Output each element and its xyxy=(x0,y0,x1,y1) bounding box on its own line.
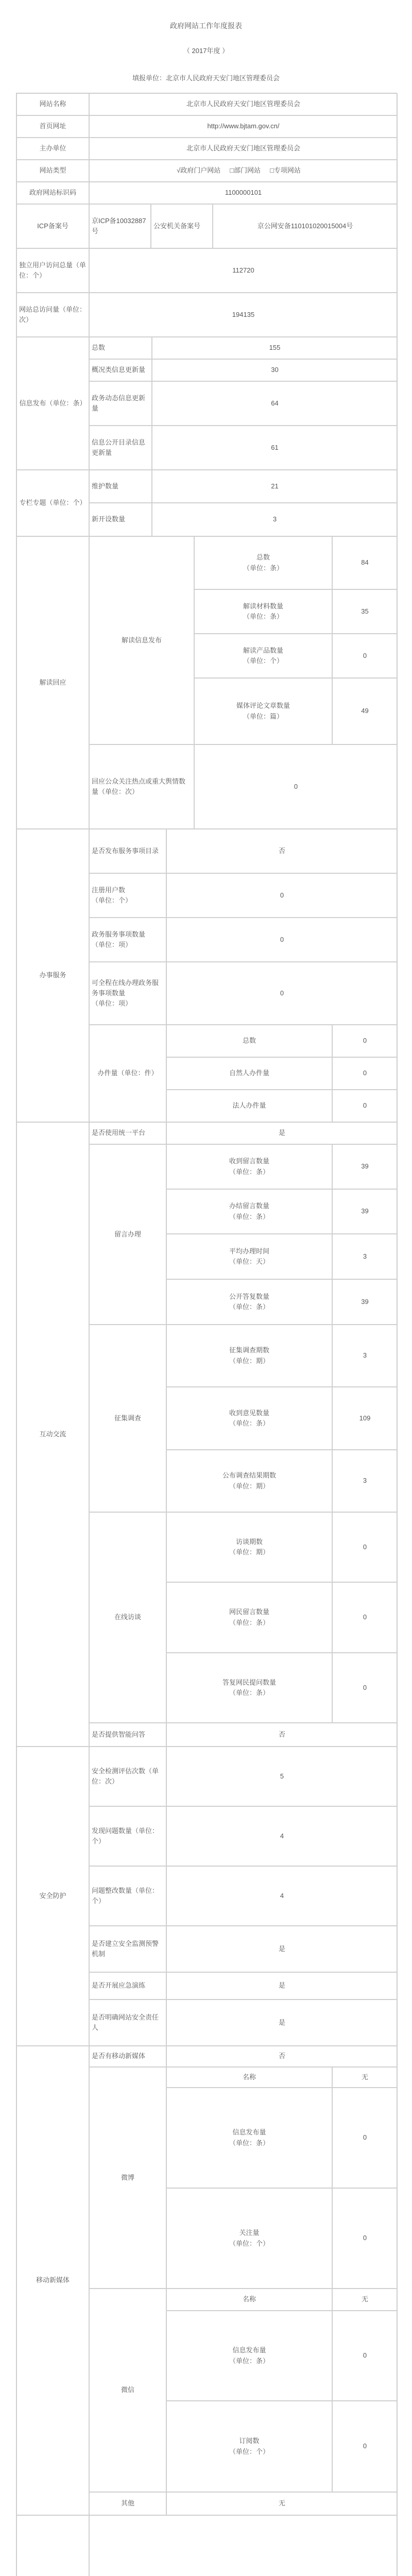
info-publish-label: 信息发布（单位：条） xyxy=(16,337,89,470)
service-items-label: 政务服务事项数量 （单位：项） xyxy=(89,918,166,962)
report-table xyxy=(16,93,397,2576)
type-option-department: □部门网站 xyxy=(230,166,261,175)
msg-done-label: 办结留言数量 （单位：条） xyxy=(166,1189,332,1234)
mechanism-label: 是否建立安全监测预警机制 xyxy=(89,1926,166,1972)
pv-label: 网站总访问量（单位：次） xyxy=(16,293,89,337)
smart-qa-value: 否 xyxy=(166,1723,398,1747)
opinion-label: 收到意见数量 （单位：条） xyxy=(166,1387,332,1450)
host-label: 主办单位 xyxy=(16,138,89,160)
check-label: 安全检测评估次数（单位：次） xyxy=(89,1747,166,1806)
fixed-label: 问题整改数量（单位：个） xyxy=(89,1866,166,1926)
site-type-label: 网站类型 xyxy=(16,160,89,182)
info-catalog-value: 61 xyxy=(152,426,398,470)
interpret-media-label: 媒体评论文章数量 （单位：篇） xyxy=(194,678,332,744)
info-dynamic-label: 政务动态信息更新量 xyxy=(89,381,152,426)
security-label: 安全防护 xyxy=(16,1747,89,2046)
msg-done-value: 39 xyxy=(332,1189,398,1234)
info-total-value: 155 xyxy=(152,337,398,359)
column-new-value: 3 xyxy=(152,503,398,536)
service-register-value: 0 xyxy=(166,873,398,918)
psb-label: 公安机关备案号 xyxy=(151,204,213,248)
wechat-label: 微信 xyxy=(89,2289,166,2492)
service-register-label: 注册用户数 （单位：个） xyxy=(89,873,166,918)
uv-label: 独立用户访问总量（单位：个） xyxy=(16,248,89,293)
pv-value: 194135 xyxy=(89,293,398,337)
weibo-publish-value: 0 xyxy=(332,2088,398,2188)
online-interview-label: 在线访谈 xyxy=(89,1512,166,1723)
interpret-material-value: 35 xyxy=(332,589,398,634)
opinion-value: 109 xyxy=(332,1387,398,1450)
found-label: 发现问题数量（单位：个） xyxy=(89,1806,166,1866)
report-unit: 填报单位：北京市人民政府天安门地区管理委员会 xyxy=(132,74,280,82)
survey-label: 征集调查 xyxy=(89,1325,166,1512)
handle-total-value: 0 xyxy=(332,1025,398,1057)
site-name-label: 网站名称 xyxy=(16,93,89,115)
wechat-publish-value: 0 xyxy=(332,2311,398,2401)
msg-recv-label: 收到留言数量 （单位：条） xyxy=(166,1144,332,1189)
site-name-value: 北京市人民政府天安门地区管理委员会 xyxy=(89,93,398,115)
wechat-name-label: 名称 xyxy=(166,2289,332,2311)
wechat-name-value: 无 xyxy=(332,2289,398,2311)
site-url-value: http://www.bjtam.gov.cn/ xyxy=(89,115,398,138)
site-code-label: 政府网站标识码 xyxy=(16,182,89,204)
interpret-media-value: 49 xyxy=(332,678,398,744)
owner-value: 是 xyxy=(166,1999,398,2046)
innovation-options xyxy=(89,2515,398,2576)
interpret-label: 解读回应 xyxy=(16,536,89,829)
service-handle-label: 办件量（单位：件） xyxy=(89,1025,166,1122)
column-new-label: 新开设数量 xyxy=(89,503,152,536)
weibo-publish-label: 信息发布量 （单位：条） xyxy=(166,2088,332,2188)
msg-public-label: 公开答复数量 （单位：条） xyxy=(166,1279,332,1325)
weibo-name-label: 名称 xyxy=(166,2067,332,2088)
type-option-special: □专项网站 xyxy=(270,166,301,175)
mobile-has-value: 否 xyxy=(166,2046,398,2067)
weibo-label: 微博 xyxy=(89,2067,166,2289)
handle-total-label: 总数 xyxy=(166,1025,332,1057)
interview-count-label: 访谈期数 （单位：期） xyxy=(166,1512,332,1582)
uv-value: 112720 xyxy=(89,248,398,293)
fixed-value: 4 xyxy=(166,1866,398,1926)
mobile-label: 移动新媒体 xyxy=(16,2046,89,2515)
interpret-product-label: 解读产品数量 （单位：个） xyxy=(194,634,332,678)
answer-label: 答复网民提问数量 （单位：条） xyxy=(166,1653,332,1723)
msg-avg-label: 平均办理时间 （单位：天） xyxy=(166,1234,332,1279)
interpret-total-value: 84 xyxy=(332,536,398,589)
interact-label: 互动交流 xyxy=(16,1122,89,1747)
survey-result-label: 公布调查结果期数 （单位：期） xyxy=(166,1450,332,1512)
info-overview-label: 概况类信息更新量 xyxy=(89,359,152,381)
service-online-label: 可全程在线办理政务服务事项数量 （单位：项） xyxy=(89,962,166,1025)
handle-legal-value: 0 xyxy=(332,1090,398,1122)
icp-value: 京ICP备10032887号 xyxy=(89,204,151,248)
service-publish-label: 是否发布服务事项目录 xyxy=(89,829,166,873)
msg-avg-value: 3 xyxy=(332,1234,398,1279)
service-online-value: 0 xyxy=(166,962,398,1025)
innovation-label xyxy=(16,2515,89,2576)
netizen-msg-value: 0 xyxy=(332,1582,398,1653)
interpret-respond-value: 0 xyxy=(194,744,398,829)
interpret-material-label: 解读材料数量 （单位：条） xyxy=(194,589,332,634)
service-label: 办事服务 xyxy=(16,829,89,1122)
site-type-options xyxy=(89,160,398,182)
drill-label: 是否开展应急演练 xyxy=(89,1972,166,1999)
report-year: （ 2017年度 ） xyxy=(183,47,229,55)
msg-handle-label: 留言办理 xyxy=(89,1144,166,1325)
column-label: 专栏专题（单位：个） xyxy=(16,470,89,536)
host-value: 北京市人民政府天安门地区管理委员会 xyxy=(89,138,398,160)
info-overview-value: 30 xyxy=(152,359,398,381)
site-url-label: 首页网址 xyxy=(16,115,89,138)
wechat-sub-label: 订阅数 （单位：个） xyxy=(166,2401,332,2492)
mobile-has-label: 是否有移动新媒体 xyxy=(89,2046,166,2067)
mobile-other-label: 其他 xyxy=(89,2492,166,2515)
icp-label: ICP备案号 xyxy=(16,204,89,248)
column-maintain-label: 维护数量 xyxy=(89,470,152,503)
msg-recv-value: 39 xyxy=(332,1144,398,1189)
platform-value: 是 xyxy=(166,1122,398,1144)
handle-legal-label: 法人办件量 xyxy=(166,1090,332,1122)
report-title: 政府网站工作年度报表 xyxy=(170,22,242,30)
service-publish-value: 否 xyxy=(166,829,398,873)
column-maintain-value: 21 xyxy=(152,470,398,503)
owner-label: 是否明确网站安全责任人 xyxy=(89,1999,166,2046)
interview-count-value: 0 xyxy=(332,1512,398,1582)
weibo-fans-value: 0 xyxy=(332,2188,398,2289)
interpret-respond-label: 回应公众关注热点或重大舆情数量（单位：次） xyxy=(89,744,194,829)
interpret-total-label: 总数 （单位：条） xyxy=(194,536,332,589)
handle-natural-label: 自然人办件量 xyxy=(166,1057,332,1090)
netizen-msg-label: 网民留言数量 （单位：条） xyxy=(166,1582,332,1653)
weibo-fans-label: 关注量 （单位：个） xyxy=(166,2188,332,2289)
wechat-publish-label: 信息发布量 （单位：条） xyxy=(166,2311,332,2401)
smart-qa-label: 是否提供智能问答 xyxy=(89,1723,166,1747)
check-value: 5 xyxy=(166,1747,398,1806)
type-option-portal: √政府门户网站 xyxy=(177,166,221,175)
survey-count-label: 征集调查期数 （单位：期） xyxy=(166,1325,332,1387)
info-catalog-label: 信息公开目录信息更新量 xyxy=(89,426,152,470)
interpret-sub-label: 解读信息发布 xyxy=(89,536,194,744)
mechanism-value: 是 xyxy=(166,1926,398,1972)
handle-natural-value: 0 xyxy=(332,1057,398,1090)
survey-count-value: 3 xyxy=(332,1325,398,1387)
interpret-product-value: 0 xyxy=(332,634,398,678)
info-total-label: 总数 xyxy=(89,337,152,359)
platform-label: 是否使用统一平台 xyxy=(89,1122,166,1144)
wechat-sub-value: 0 xyxy=(332,2401,398,2492)
service-items-value: 0 xyxy=(166,918,398,962)
mobile-other-value: 无 xyxy=(166,2492,398,2515)
info-dynamic-value: 64 xyxy=(152,381,398,426)
site-code-value: 1100000101 xyxy=(89,182,398,204)
msg-public-value: 39 xyxy=(332,1279,398,1325)
weibo-name-value: 无 xyxy=(332,2067,398,2088)
found-value: 4 xyxy=(166,1806,398,1866)
psb-value: 京公网安备110101020015004号 xyxy=(213,204,398,248)
survey-result-value: 3 xyxy=(332,1450,398,1512)
drill-value: 是 xyxy=(166,1972,398,1999)
answer-value: 0 xyxy=(332,1653,398,1723)
